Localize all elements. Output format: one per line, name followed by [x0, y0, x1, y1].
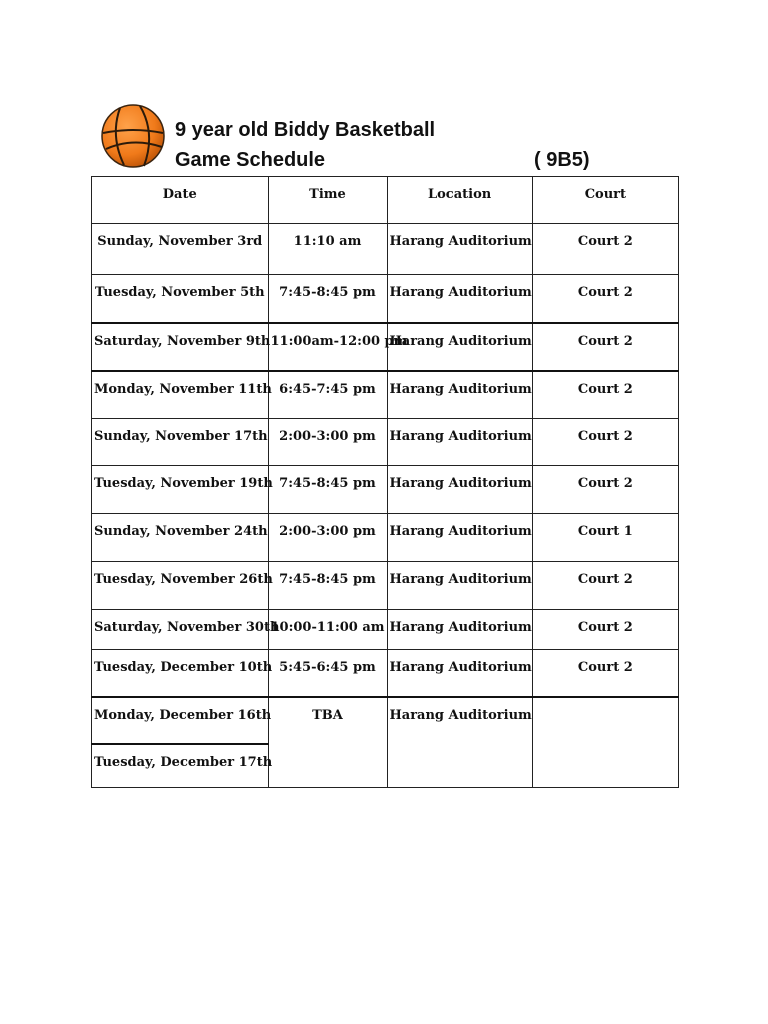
team-code: ( 9B5) — [534, 149, 590, 171]
cell-time: 7:45-8:45 pm — [268, 466, 387, 514]
table-row — [92, 323, 679, 371]
table-row — [92, 224, 679, 275]
cell-date: Monday, December 16th — [92, 697, 269, 744]
cell-location: Harang Auditorium — [387, 371, 532, 419]
cell-date: Tuesday, December 10th — [92, 650, 269, 697]
table-row — [92, 275, 679, 323]
cell-court: Court 2 — [532, 275, 678, 323]
column-header-date: Date — [92, 177, 269, 224]
page-title: 9 year old Biddy Basketball — [175, 119, 436, 141]
cell-time: 10:00-11:00 am — [268, 610, 387, 650]
cell-date: Saturday, November 9th — [92, 323, 269, 371]
cell-time: 11:10 am — [268, 224, 387, 275]
cell-location: Harang Auditorium — [387, 562, 532, 610]
basketball-icon — [100, 103, 166, 169]
table-row — [92, 697, 679, 744]
cell-court — [532, 697, 678, 788]
cell-location: Harang Auditorium — [387, 610, 532, 650]
cell-court: Court 2 — [532, 371, 678, 419]
cell-time: 2:00-3:00 pm — [268, 419, 387, 466]
cell-date: Saturday, November 30th — [92, 610, 269, 650]
cell-time: 11:00am-12:00 pm — [268, 323, 387, 371]
table-row — [92, 419, 679, 466]
schedule-table — [91, 176, 679, 788]
cell-date: Tuesday, November 5th — [92, 275, 269, 323]
cell-date: Monday, November 11th — [92, 371, 269, 419]
cell-time: 7:45-8:45 pm — [268, 562, 387, 610]
cell-location: Harang Auditorium — [387, 650, 532, 697]
cell-location: Harang Auditorium — [387, 697, 532, 788]
page-subtitle: Game Schedule — [175, 149, 326, 171]
cell-court: Court 1 — [532, 514, 678, 562]
cell-location: Harang Auditorium — [387, 514, 532, 562]
cell-date: Sunday, November 17th — [92, 419, 269, 466]
cell-location: Harang Auditorium — [387, 419, 532, 466]
cell-time: 2:00-3:00 pm — [268, 514, 387, 562]
cell-location: Harang Auditorium — [387, 275, 532, 323]
cell-time: 5:45-6:45 pm — [268, 650, 387, 697]
column-header-location: Location — [387, 177, 532, 224]
cell-time: 6:45-7:45 pm — [268, 371, 387, 419]
table-row — [92, 650, 679, 697]
cell-court: Court 2 — [532, 419, 678, 466]
cell-court: Court 2 — [532, 224, 678, 275]
header-row — [92, 177, 679, 224]
cell-court: Court 2 — [532, 466, 678, 514]
table-row — [92, 514, 679, 562]
cell-location: Harang Auditorium — [387, 224, 532, 275]
cell-court: Court 2 — [532, 562, 678, 610]
cell-date: Tuesday, November 19th — [92, 466, 269, 514]
cell-time: TBA — [268, 697, 387, 788]
table-row — [92, 371, 679, 419]
cell-location: Harang Auditorium — [387, 466, 532, 514]
cell-date: Sunday, November 24th — [92, 514, 269, 562]
cell-court: Court 2 — [532, 610, 678, 650]
column-header-court: Court — [532, 177, 678, 224]
cell-time: 7:45-8:45 pm — [268, 275, 387, 323]
cell-court: Court 2 — [532, 650, 678, 697]
cell-location: Harang Auditorium — [387, 323, 532, 371]
column-header-time: Time — [268, 177, 387, 224]
table-row — [92, 466, 679, 514]
cell-date: Sunday, November 3rd — [92, 224, 269, 275]
table-row — [92, 562, 679, 610]
cell-date: Tuesday, November 26th — [92, 562, 269, 610]
cell-date: Tuesday, December 17th — [92, 744, 269, 788]
table-row — [92, 610, 679, 650]
cell-court: Court 2 — [532, 323, 678, 371]
